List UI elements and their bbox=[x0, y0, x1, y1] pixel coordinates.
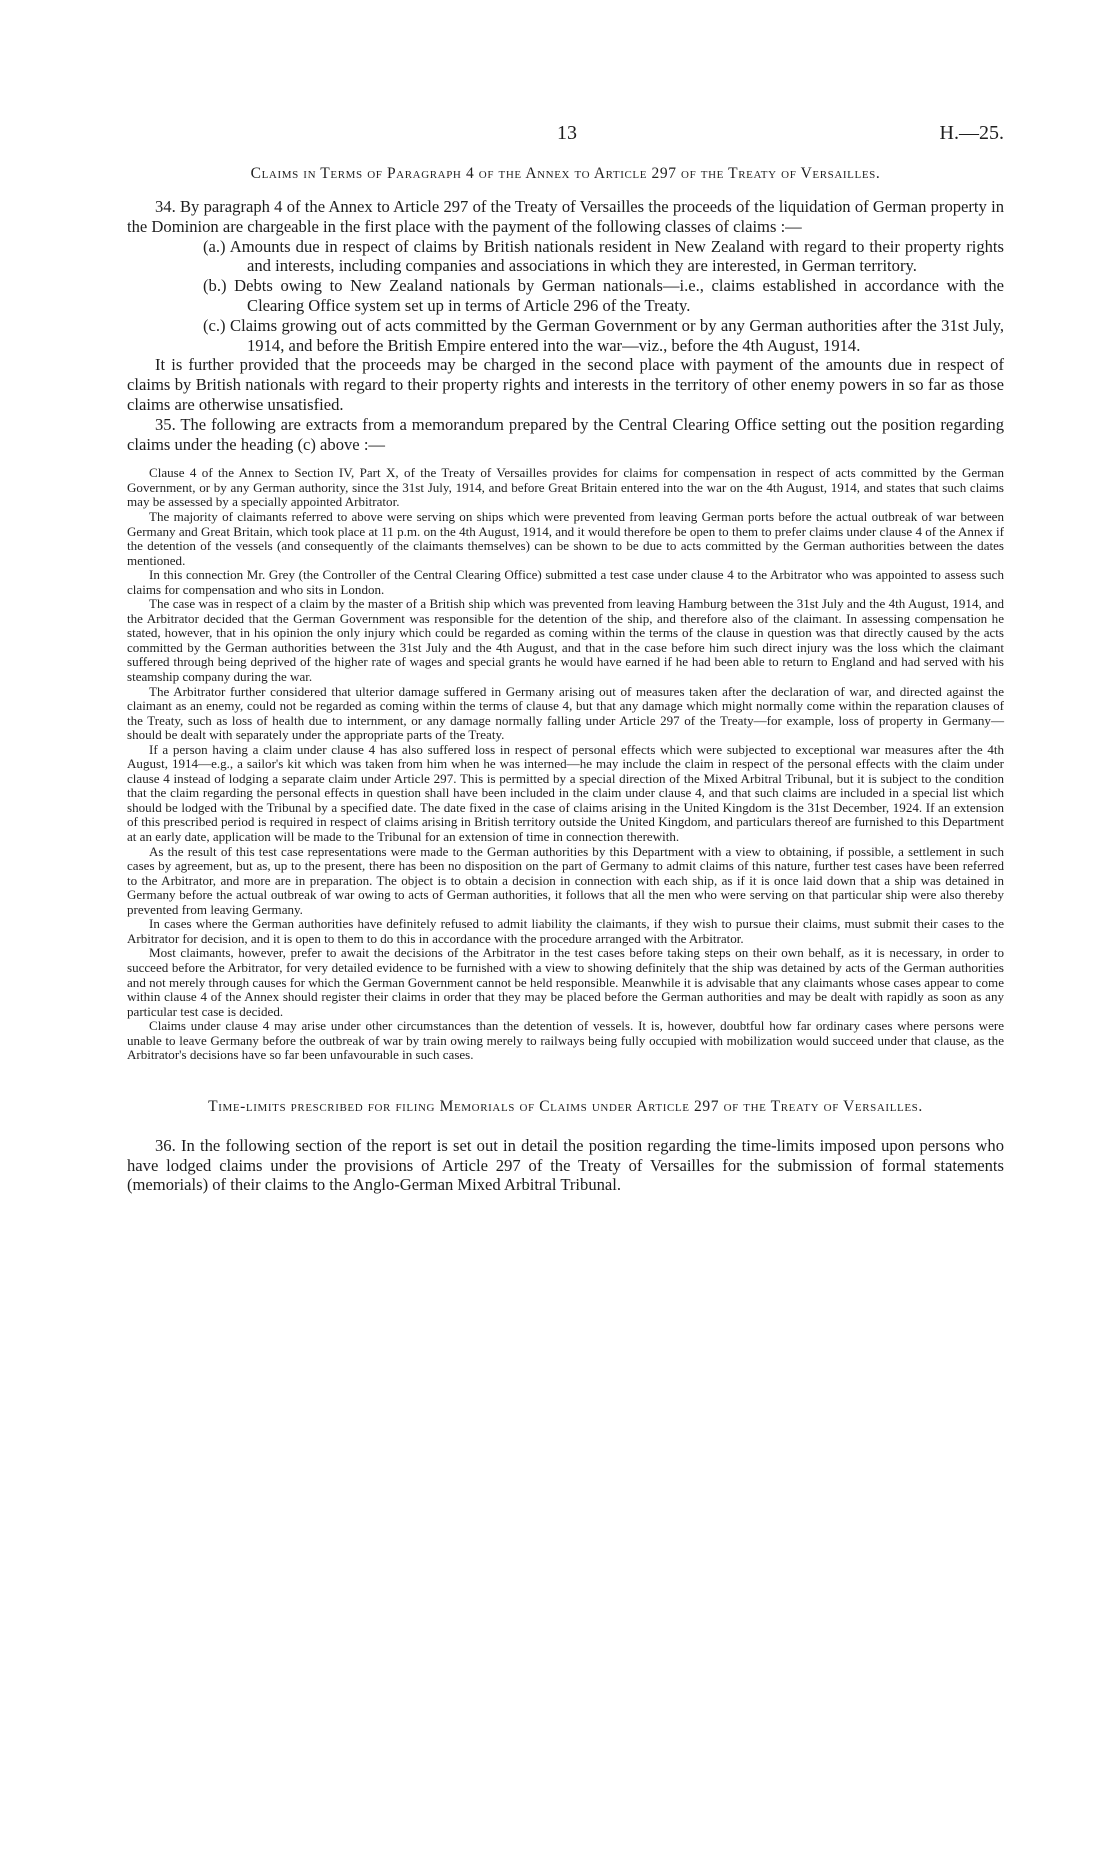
clause-item-b bbox=[203, 276, 1004, 316]
extract-paragraph: In this connection Mr. Grey (the Controller of the Central Clearing Office) submitted a test case under clause 4 to the Arbitrator who was appointed to assess such claims for compensation and who sits in London. bbox=[127, 567, 1004, 597]
clause-item-c bbox=[203, 316, 1004, 356]
section-heading-time-limits: Time-limits prescribed for filing Memorials of Claims under Article 297 of the Treaty of Versailles. bbox=[208, 1097, 923, 1115]
paragraph-34-further: It is further provided that the proceeds may be charged in the second place with payment of the amounts due in respect of claims by British nationals with regard to their property rights and interests in the territory of other enemy powers in so far as those claims are otherwise unsatisfied. bbox=[127, 355, 1004, 414]
extract-paragraph: The case was in respect of a claim by the master of a British ship which was prevented from leaving Hamburg between the 31st July and the 4th August, 1914, and the Arbitrator decided that the German Government was responsible for the detention of the ship, and therefore also of the claimant. In assessing compensation he stated, however, that in his opinion the only injury which could be regarded as coming within the terms of the clause in question was that directly caused by the acts committed by the German authorities between the 31st July and the 4th August, and that in the case before him such direct injury was the loss which the claimant suffered through being deprived of the higher rate of wages and special grants he would have earned if he had been able to return to England and had served with his steamship company during the war. bbox=[127, 596, 1004, 685]
extract-paragraph: If a person having a claim under clause 4 has also suffered loss in respect of personal effects which were subjected to exceptional war measures after the 4th August, 1914—e.g., a sailor's kit which was taken from him when he was interned—he may include the claim in respect of the personal effects with the claim under clause 4 instead of lodging a separate claim under Article 297. This is permitted by a special direction of the Mixed Arbitral Tribunal, but it is subject to the condition that the claim regarding the personal effects in question shall have been included in the claim under clause 4, and that such claims are included in a special list which should be lodged with the Tribunal by a specified date. The date fixed in the case of claims arising in the United Kingdom is the 31st December, 1924. If an extension of this prescribed period is required in respect of claims arising in British territory outside the United Kingdom, and particulars thereof are furnished to this Department at an early date, application will be made to the Tribunal for an extension of time in connection therewith. bbox=[127, 741, 1004, 845]
page-number: 13 bbox=[557, 122, 577, 144]
memorandum-extract bbox=[127, 466, 1004, 1062]
paragraph-34-intro: 34. By paragraph 4 of the Annex to Article 297 of the Treaty of Versailles the proceeds of the liquidation of German property in the Dominion are chargeable in the first place with the payment of the following classes of claims :— bbox=[127, 197, 1004, 236]
clause-text: Debts owing to New Zealand nationals by German nationals—i.e., claims established in accordance with the Clearing Office system set up in terms of Article 296 of the Treaty. bbox=[234, 276, 1005, 315]
section-heading-claims: Claims in Terms of Paragraph 4 of the Annex to Article 297 of the Treaty of Versailles. bbox=[250, 165, 881, 182]
extract-paragraph: The majority of claimants referred to above were serving on ships which were prevented from leaving German ports before the actual outbreak of war between Germany and Great Britain, which took place at 11 p.m. on the 4th August, 1914, and it would therefore be open to them to prefer claims under clause 4 of the Annex if the detention of the vessels (and consequently of the claimants themselves) can be shown to be due to acts committed by the German authorities between the dates mentioned. bbox=[127, 509, 1004, 568]
extract-paragraph: The Arbitrator further considered that ulterior damage suffered in Germany arising out of measures taken after the declaration of war, and directed against the claimant as an enemy, could not be regarded as coming within the terms of clause 4, but that any damage which might normally come within the reparation clauses of the Treaty, such as loss of health due to internment, or any damage normally falling under Article 297 of the Treaty—for example, loss of property in Germany—should be dealt with separately under the appropriate parts of the Treaty. bbox=[127, 683, 1004, 743]
section-body-time-limits bbox=[127, 1136, 1004, 1195]
clause-list bbox=[127, 237, 1004, 356]
extract-paragraph: Claims under clause 4 may arise under other circumstances than the detention of vessels. It is, however, doubtful how far ordinary cases where persons were unable to leave Germany before the outbreak of war by train owing merely to railways being fully occupied with mobilization would succeed under that clause, as the Arbitrator's decisions have so far been unfavourable in such cases. bbox=[127, 1018, 1004, 1063]
clause-marker: (b.) bbox=[203, 276, 227, 296]
section-body-claims bbox=[127, 197, 1004, 454]
page-header bbox=[127, 122, 1004, 156]
extract-paragraph: Clause 4 of the Annex to Section IV, Part X, of the Treaty of Versailles provides for claims for compensation in respect of acts committed by the German Government, or by any German authority, since the 31st July, 1914, and before Great Britain entered into the war on the 4th August, 1914, and states that such claims may be assessed by a specially appointed Arbitrator. bbox=[127, 465, 1004, 510]
clause-text: Claims growing out of acts committed by the German Government or by any German authorities after the 31st July, 1914, and before the British Empire entered into the war—viz., before the 4th August, 1914. bbox=[230, 315, 1005, 355]
clause-marker: (c.) bbox=[203, 315, 226, 335]
clause-text: Amounts due in respect of claims by British nationals resident in New Zealand with regard to their property rights and interests, including companies and associations in which they are interested, in German territory. bbox=[229, 236, 1005, 276]
clause-item-a bbox=[203, 237, 1004, 277]
paragraph-35: 35. The following are extracts from a memorandum prepared by the Central Clearing Office setting out the position regarding claims under the heading (c) above :— bbox=[127, 414, 1004, 454]
paragraph-36: 36. In the following section of the report is set out in detail the position regarding the time-limits imposed upon persons who have lodged claims under the provisions of Article 297 of the Treaty of Versailles for the submission of formal statements (memorials) of their claims to the Anglo-German Mixed Arbitral Tribunal. bbox=[127, 1135, 1004, 1195]
clause-marker: (a.) bbox=[203, 236, 226, 256]
extract-paragraph: In cases where the German authorities have definitely refused to admit liability the claimants, if they wish to pursue their claims, must submit their cases to the Arbitrator for decision, and it is open to them to do this in accordance with the procedure arranged with the Arbitrator. bbox=[127, 916, 1004, 946]
extract-paragraph: Most claimants, however, prefer to await the decisions of the Arbitrator in the test cases before taking steps on their own behalf, as it is necessary, in order to succeed before the Arbitrator, for very detailed evidence to be furnished with a view to showing definitely that the ship was detained by acts of the German authorities and not merely through causes for which the German Government cannot be held responsible. Meanwhile it is advisable that any claimants whose cases appear to come within clause 4 of the Annex should register their claims in order that they may be placed before the German authorities and may be dealt with rapidly as soon as any particular test case is decided. bbox=[127, 945, 1004, 1019]
document-reference: H.—25. bbox=[939, 122, 1004, 144]
extract-paragraph: As the result of this test case representations were made to the German authorities by this Department with a view to obtaining, if possible, a settlement in such cases by agreement, but as, up to the present, there has been no disposition on the part of Germany to admit claims of this nature, further test cases have been referred to the Arbitrator, and more are in preparation. The object is to obtain a decision in connection with each ship, as if it is once laid down that a ship was detained in Germany before the actual outbreak of war owing to acts of German authorities, it follows that all the men who were serving on that particular ship were also thereby prevented from leaving Germany. bbox=[127, 843, 1004, 917]
